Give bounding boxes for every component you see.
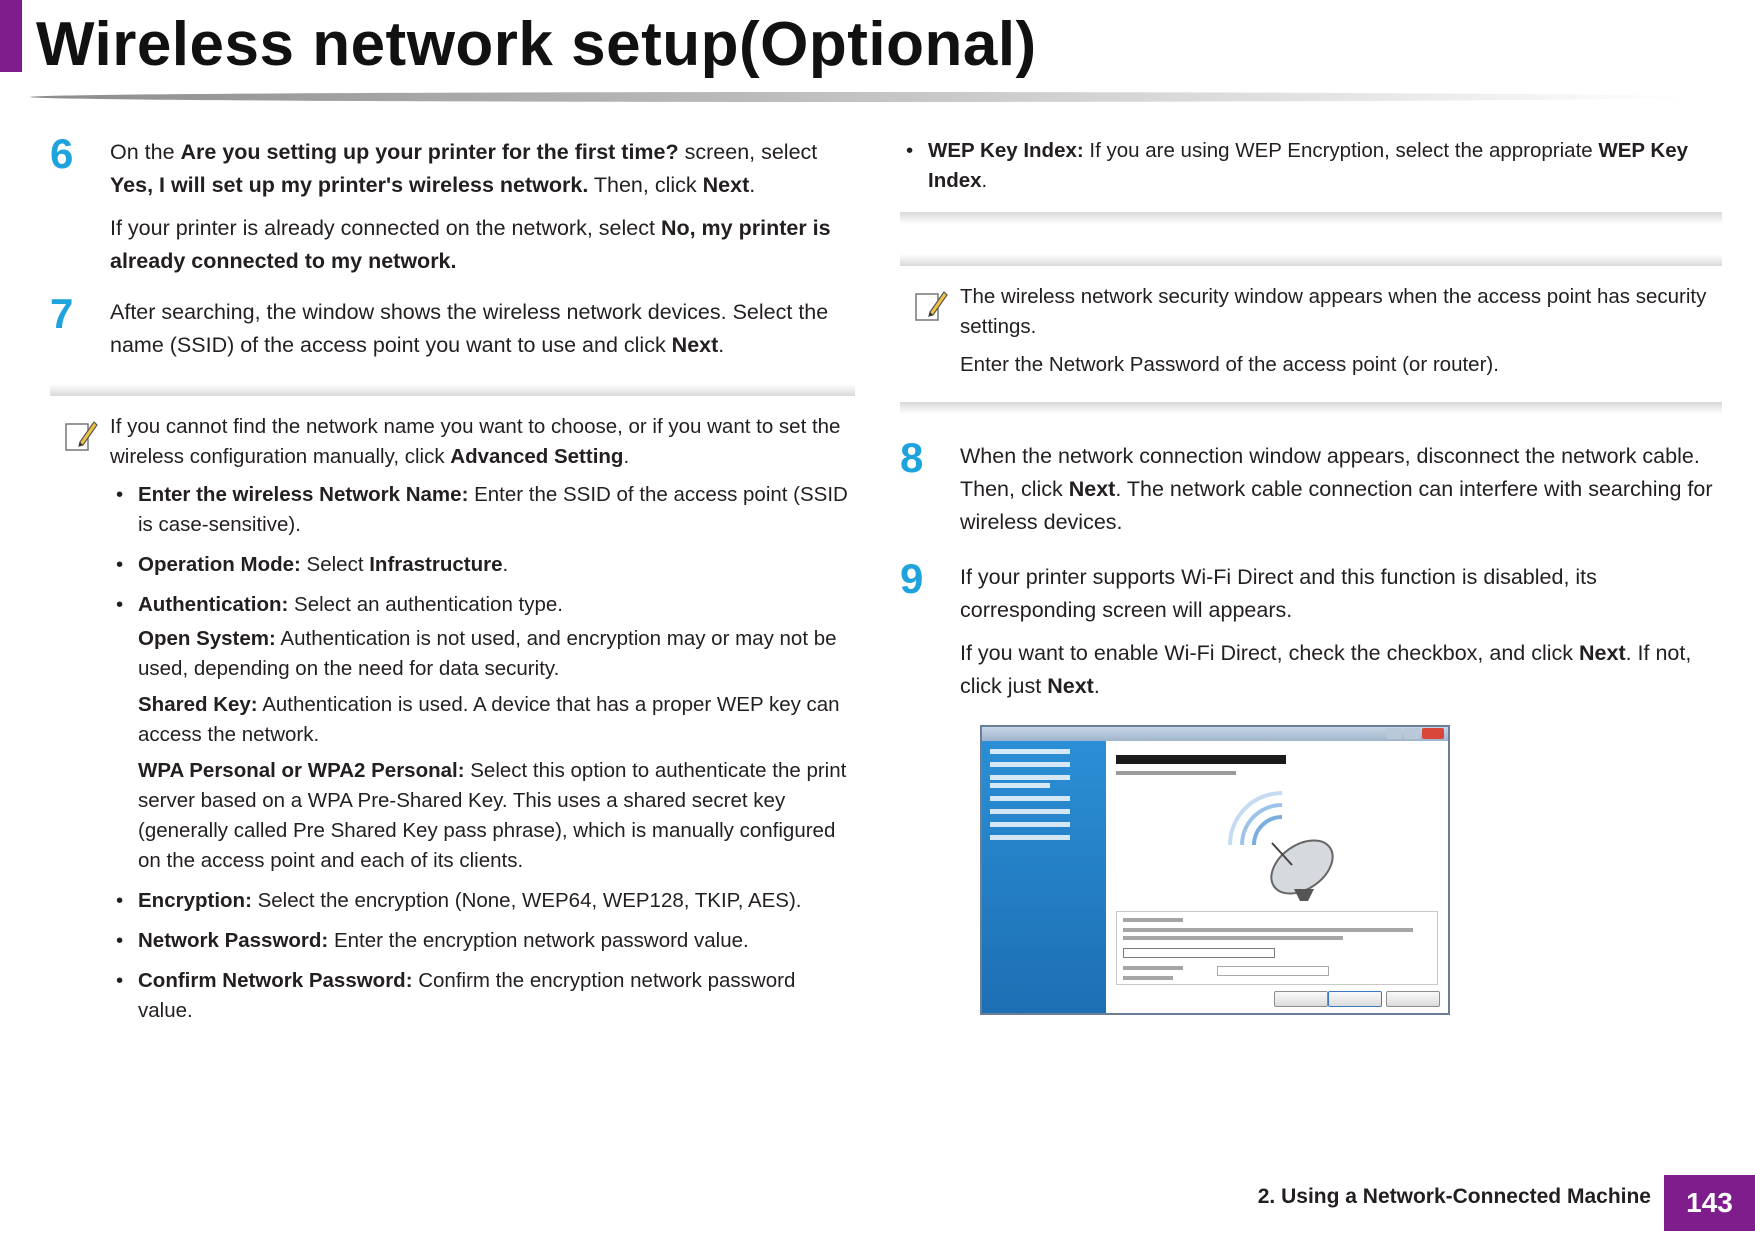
close-icon — [1422, 728, 1444, 739]
title-divider — [30, 92, 1690, 102]
auth-type: Open System: Authentication is not used, and encryption may or may not be used, depending on the need for data security. — [138, 627, 837, 680]
step-6 — [50, 130, 855, 278]
satellite-dish-icon — [1222, 785, 1342, 905]
window-titlebar — [982, 727, 1448, 741]
note-text: The wireless network security window appears when the access point has security settings. — [960, 285, 1707, 338]
step-text: If your printer supports Wi-Fi Direct and this function is disabled, its corresponding screen will appears. — [960, 565, 1597, 622]
list-item: • Confirm Network Password: Confirm the encryption network password value. — [110, 966, 855, 1026]
list-item: • Encryption: Select the encryption (None, WEP64, WEP128, TKIP, AES). — [110, 886, 855, 916]
setup-complete-screenshot — [980, 725, 1450, 1015]
auth-type: Shared Key: Authentication is used. A device that has a proper WEP key can access the network. — [138, 693, 840, 746]
step-8 — [900, 434, 1722, 539]
window-heading — [1116, 755, 1286, 764]
minimize-icon — [1386, 728, 1402, 739]
wifi-direct-group — [1116, 911, 1438, 985]
wizard-sidebar — [982, 741, 1106, 1013]
list-item: • Network Password: Enter the encryption network password value. — [110, 926, 855, 956]
back-button[interactable] — [1274, 991, 1328, 1007]
note-top-bar — [50, 384, 855, 396]
note-bottom-bar — [900, 402, 1722, 414]
step-number: 6 — [50, 130, 74, 177]
window-subtext — [1116, 771, 1236, 775]
chapter-label: 2. Using a Network-Connected Machine — [1257, 1185, 1651, 1208]
step-text: On the Are you setting up your printer for the first time? screen, select Yes, I will set up my printer's wireless network. Then, click Next. — [110, 140, 818, 197]
list-item: • Enter the wireless Network Name: Enter the SSID of the access point (SSID is case-sensitive). — [110, 480, 855, 540]
step-7 — [50, 290, 855, 362]
note-text: Enter the Network Password of the access point (or router). — [960, 353, 1499, 376]
auth-types — [138, 624, 855, 876]
note-box — [50, 384, 855, 1050]
note-bottom-bar — [900, 212, 1722, 224]
right-column — [900, 136, 1722, 1015]
pencil-note-icon — [910, 286, 950, 326]
pencil-note-icon — [60, 416, 100, 456]
list-item: • Authentication: Select an authentication type. Open System: Authentication is not used, and encryption may or may not be used, depending on the need for data security. Shared Key: Authentication is used. A device that has a proper WEP key can access the network. WPA Personal or WPA2 Personal: Select this option to authenticate the print server based on a WPA Pre-Shared Key. This uses a shared secret key (generally called Pre Shared Key pass phrase), which is manually configured on the access point and each of its clients. — [110, 590, 855, 876]
note-box — [900, 254, 1722, 414]
list-item: • Operation Mode: Select Infrastructure. — [110, 550, 855, 580]
cancel-button[interactable] — [1386, 991, 1440, 1007]
maximize-icon — [1404, 728, 1420, 739]
step-number: 8 — [900, 434, 924, 481]
auth-type: WPA Personal or WPA2 Personal: Select this option to authenticate the print server based on a WPA Pre-Shared Key. This uses a shared secret key (generally called Pre Shared Key pass phrase), which is manually configured on the access point and each of its clients. — [138, 759, 847, 872]
title-accent-bar — [0, 0, 22, 72]
note-top-bar — [900, 254, 1722, 266]
step-number: 9 — [900, 555, 924, 602]
step-text: If you want to enable Wi-Fi Direct, check the checkbox, and click Next. If not, click just Next. — [960, 641, 1692, 698]
page-number: 143 — [1664, 1175, 1755, 1231]
step-number: 7 — [50, 290, 74, 337]
step-text: If your printer is already connected on the network, select No, my printer is already connected to my network. — [110, 216, 831, 273]
step-text: When the network connection window appears, disconnect the network cable. Then, click Next. The network cable connection can interfere with searching for wireless devices. — [960, 444, 1713, 534]
page-title: Wireless network setup(Optional) — [36, 10, 1037, 79]
settings-list — [110, 480, 855, 1026]
wifi-direct-checkbox[interactable] — [1123, 948, 1275, 958]
step-9 — [900, 555, 1722, 703]
wep-list — [900, 136, 1722, 196]
next-button[interactable] — [1328, 991, 1382, 1007]
list-item: • WEP Key Index: If you are using WEP Encryption, select the appropriate WEP Key Index. — [900, 136, 1722, 196]
step-text: After searching, the window shows the wireless network devices. Select the name (SSID) of the access point you want to use and click Next. — [110, 300, 829, 357]
left-column — [50, 130, 855, 1050]
note-intro: If you cannot find the network name you want to choose, or if you want to set the wireless configuration manually, click Advanced Setting. — [110, 415, 841, 468]
